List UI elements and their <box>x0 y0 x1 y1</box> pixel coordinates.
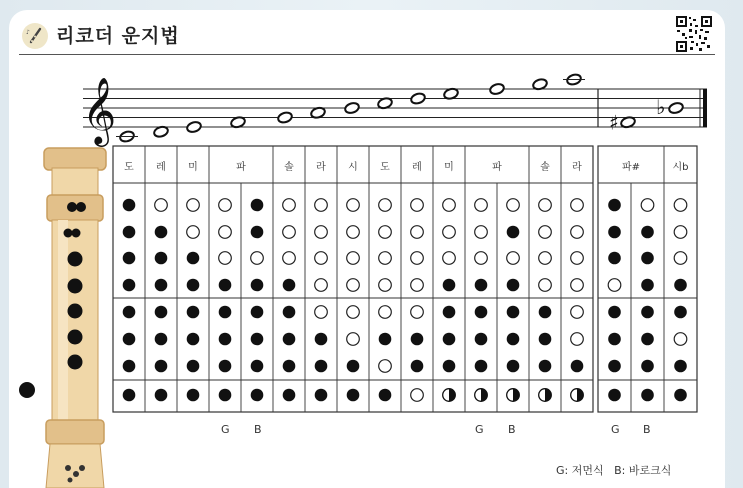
closed-hole <box>507 360 520 373</box>
closed-hole <box>155 333 168 346</box>
closed-hole <box>608 226 621 239</box>
closed-hole <box>475 306 488 319</box>
open-hole <box>219 252 232 265</box>
closed-hole <box>219 279 232 292</box>
closed-hole <box>251 199 264 212</box>
open-hole <box>187 199 200 212</box>
closed-hole <box>539 306 552 319</box>
closed-hole <box>219 389 232 402</box>
open-hole <box>475 199 488 212</box>
open-hole <box>283 252 296 265</box>
closed-hole <box>283 333 296 346</box>
closed-hole <box>608 306 621 319</box>
open-hole <box>411 226 424 239</box>
note-header-label: 도 <box>380 162 390 173</box>
legend <box>556 462 671 478</box>
closed-hole <box>155 360 168 373</box>
note-header-label: 미 <box>188 162 198 173</box>
closed-hole <box>251 306 264 319</box>
open-hole <box>379 226 392 239</box>
variant-label: B <box>508 423 516 436</box>
closed-hole <box>219 333 232 346</box>
flat-icon: ♭ <box>656 95 666 119</box>
closed-hole <box>641 226 654 239</box>
closed-hole <box>251 389 264 402</box>
note-header-label: 파 <box>492 162 502 173</box>
open-hole <box>219 226 232 239</box>
closed-hole <box>123 389 136 402</box>
closed-hole <box>641 333 654 346</box>
open-hole <box>347 306 360 319</box>
open-hole <box>674 252 687 265</box>
closed-hole <box>123 252 136 265</box>
closed-hole <box>155 252 168 265</box>
note-header-label: 시b <box>672 162 689 173</box>
closed-hole <box>608 199 621 212</box>
open-hole <box>315 306 328 319</box>
closed-hole <box>674 360 687 373</box>
legend-g-key: G <box>556 464 565 477</box>
closed-hole <box>539 360 552 373</box>
open-hole <box>539 226 552 239</box>
open-hole <box>411 389 424 402</box>
closed-hole <box>123 279 136 292</box>
note-header-label: 파# <box>621 162 641 173</box>
open-hole <box>507 199 520 212</box>
closed-hole <box>411 360 424 373</box>
open-hole <box>347 279 360 292</box>
open-hole <box>608 279 621 292</box>
closed-hole <box>187 279 200 292</box>
open-hole <box>443 226 456 239</box>
open-hole <box>411 306 424 319</box>
open-hole <box>347 333 360 346</box>
closed-hole <box>155 279 168 292</box>
closed-hole <box>315 333 328 346</box>
note-header-label: 라 <box>572 162 582 173</box>
closed-hole <box>475 279 488 292</box>
note-header-label: 파 <box>236 162 246 173</box>
closed-hole <box>347 360 360 373</box>
open-hole <box>347 199 360 212</box>
closed-hole <box>641 279 654 292</box>
open-hole <box>475 252 488 265</box>
closed-hole <box>251 226 264 239</box>
open-hole <box>571 333 584 346</box>
legend-b-key: B <box>614 464 622 477</box>
closed-hole <box>187 306 200 319</box>
closed-hole <box>251 333 264 346</box>
open-hole <box>379 306 392 319</box>
open-hole <box>315 279 328 292</box>
closed-hole <box>251 279 264 292</box>
closed-hole <box>123 333 136 346</box>
note-header-label: 시 <box>348 162 358 173</box>
open-hole <box>674 199 687 212</box>
closed-hole <box>219 306 232 319</box>
note-header-label: 레 <box>412 162 422 173</box>
open-hole <box>539 279 552 292</box>
open-hole <box>507 252 520 265</box>
open-hole <box>379 252 392 265</box>
note-header-label: 라 <box>316 162 326 173</box>
closed-hole <box>674 306 687 319</box>
open-hole <box>443 199 456 212</box>
closed-hole <box>641 360 654 373</box>
closed-hole <box>539 333 552 346</box>
closed-hole <box>641 389 654 402</box>
open-hole <box>251 252 264 265</box>
closed-hole <box>283 389 296 402</box>
closed-hole <box>443 279 456 292</box>
closed-hole <box>219 360 232 373</box>
closed-hole <box>674 389 687 402</box>
open-hole <box>379 360 392 373</box>
closed-hole <box>187 360 200 373</box>
open-hole <box>571 279 584 292</box>
open-hole <box>315 199 328 212</box>
closed-hole <box>641 306 654 319</box>
open-hole <box>315 252 328 265</box>
legend-g-text: : 저먼식 <box>564 464 604 477</box>
closed-hole <box>315 360 328 373</box>
closed-hole <box>187 252 200 265</box>
open-hole <box>571 306 584 319</box>
page-title: 리코더 운지법 <box>56 25 180 47</box>
closed-hole <box>187 389 200 402</box>
closed-hole <box>507 333 520 346</box>
treble-clef-icon: 𝄞 <box>82 76 117 144</box>
open-hole <box>641 199 654 212</box>
closed-hole <box>379 333 392 346</box>
closed-hole <box>251 360 264 373</box>
closed-hole <box>123 306 136 319</box>
note-header-label: 미 <box>444 162 454 173</box>
closed-hole <box>283 279 296 292</box>
open-hole <box>187 226 200 239</box>
open-hole <box>347 252 360 265</box>
open-hole <box>379 279 392 292</box>
open-hole <box>539 252 552 265</box>
open-hole <box>674 333 687 346</box>
closed-hole <box>123 226 136 239</box>
open-hole <box>475 226 488 239</box>
open-hole <box>379 199 392 212</box>
open-hole <box>674 226 687 239</box>
closed-hole <box>475 333 488 346</box>
note-header-label: 레 <box>156 162 166 173</box>
open-hole <box>571 226 584 239</box>
closed-hole <box>443 360 456 373</box>
closed-hole <box>475 360 488 373</box>
closed-hole <box>379 389 392 402</box>
closed-hole <box>283 360 296 373</box>
open-hole <box>283 199 296 212</box>
svg-text:♪: ♪ <box>26 29 30 36</box>
variant-label: G <box>611 423 620 436</box>
open-hole <box>443 252 456 265</box>
open-hole <box>219 199 232 212</box>
closed-hole <box>123 199 136 212</box>
note-header-label: 솔 <box>284 162 294 173</box>
closed-hole <box>283 306 296 319</box>
closed-hole <box>315 389 328 402</box>
closed-hole <box>608 252 621 265</box>
variant-label: B <box>643 423 651 436</box>
closed-hole <box>443 333 456 346</box>
open-hole <box>347 226 360 239</box>
closed-hole <box>411 333 424 346</box>
open-hole <box>539 199 552 212</box>
closed-hole <box>507 226 520 239</box>
closed-hole <box>674 279 687 292</box>
closed-hole <box>608 333 621 346</box>
sharp-icon: ♯ <box>609 110 619 135</box>
closed-hole <box>187 333 200 346</box>
closed-hole <box>507 279 520 292</box>
closed-hole <box>347 389 360 402</box>
open-hole <box>155 199 168 212</box>
closed-hole <box>571 360 584 373</box>
open-hole <box>411 252 424 265</box>
closed-hole <box>155 306 168 319</box>
closed-hole <box>123 360 136 373</box>
closed-hole <box>608 389 621 402</box>
variant-label: B <box>254 423 262 436</box>
note-header-label: 솔 <box>540 162 550 173</box>
open-hole <box>283 226 296 239</box>
closed-hole <box>608 360 621 373</box>
variant-label: G <box>475 423 484 436</box>
variant-label: G <box>221 423 230 436</box>
open-hole <box>571 252 584 265</box>
closed-hole <box>507 306 520 319</box>
legend-b-text: : 바로크식 <box>621 464 672 477</box>
closed-hole <box>443 306 456 319</box>
closed-hole <box>641 252 654 265</box>
open-hole <box>571 199 584 212</box>
open-hole <box>411 199 424 212</box>
closed-hole <box>155 226 168 239</box>
closed-hole <box>155 389 168 402</box>
open-hole <box>315 226 328 239</box>
open-hole <box>411 279 424 292</box>
note-header-label: 도 <box>124 162 134 173</box>
